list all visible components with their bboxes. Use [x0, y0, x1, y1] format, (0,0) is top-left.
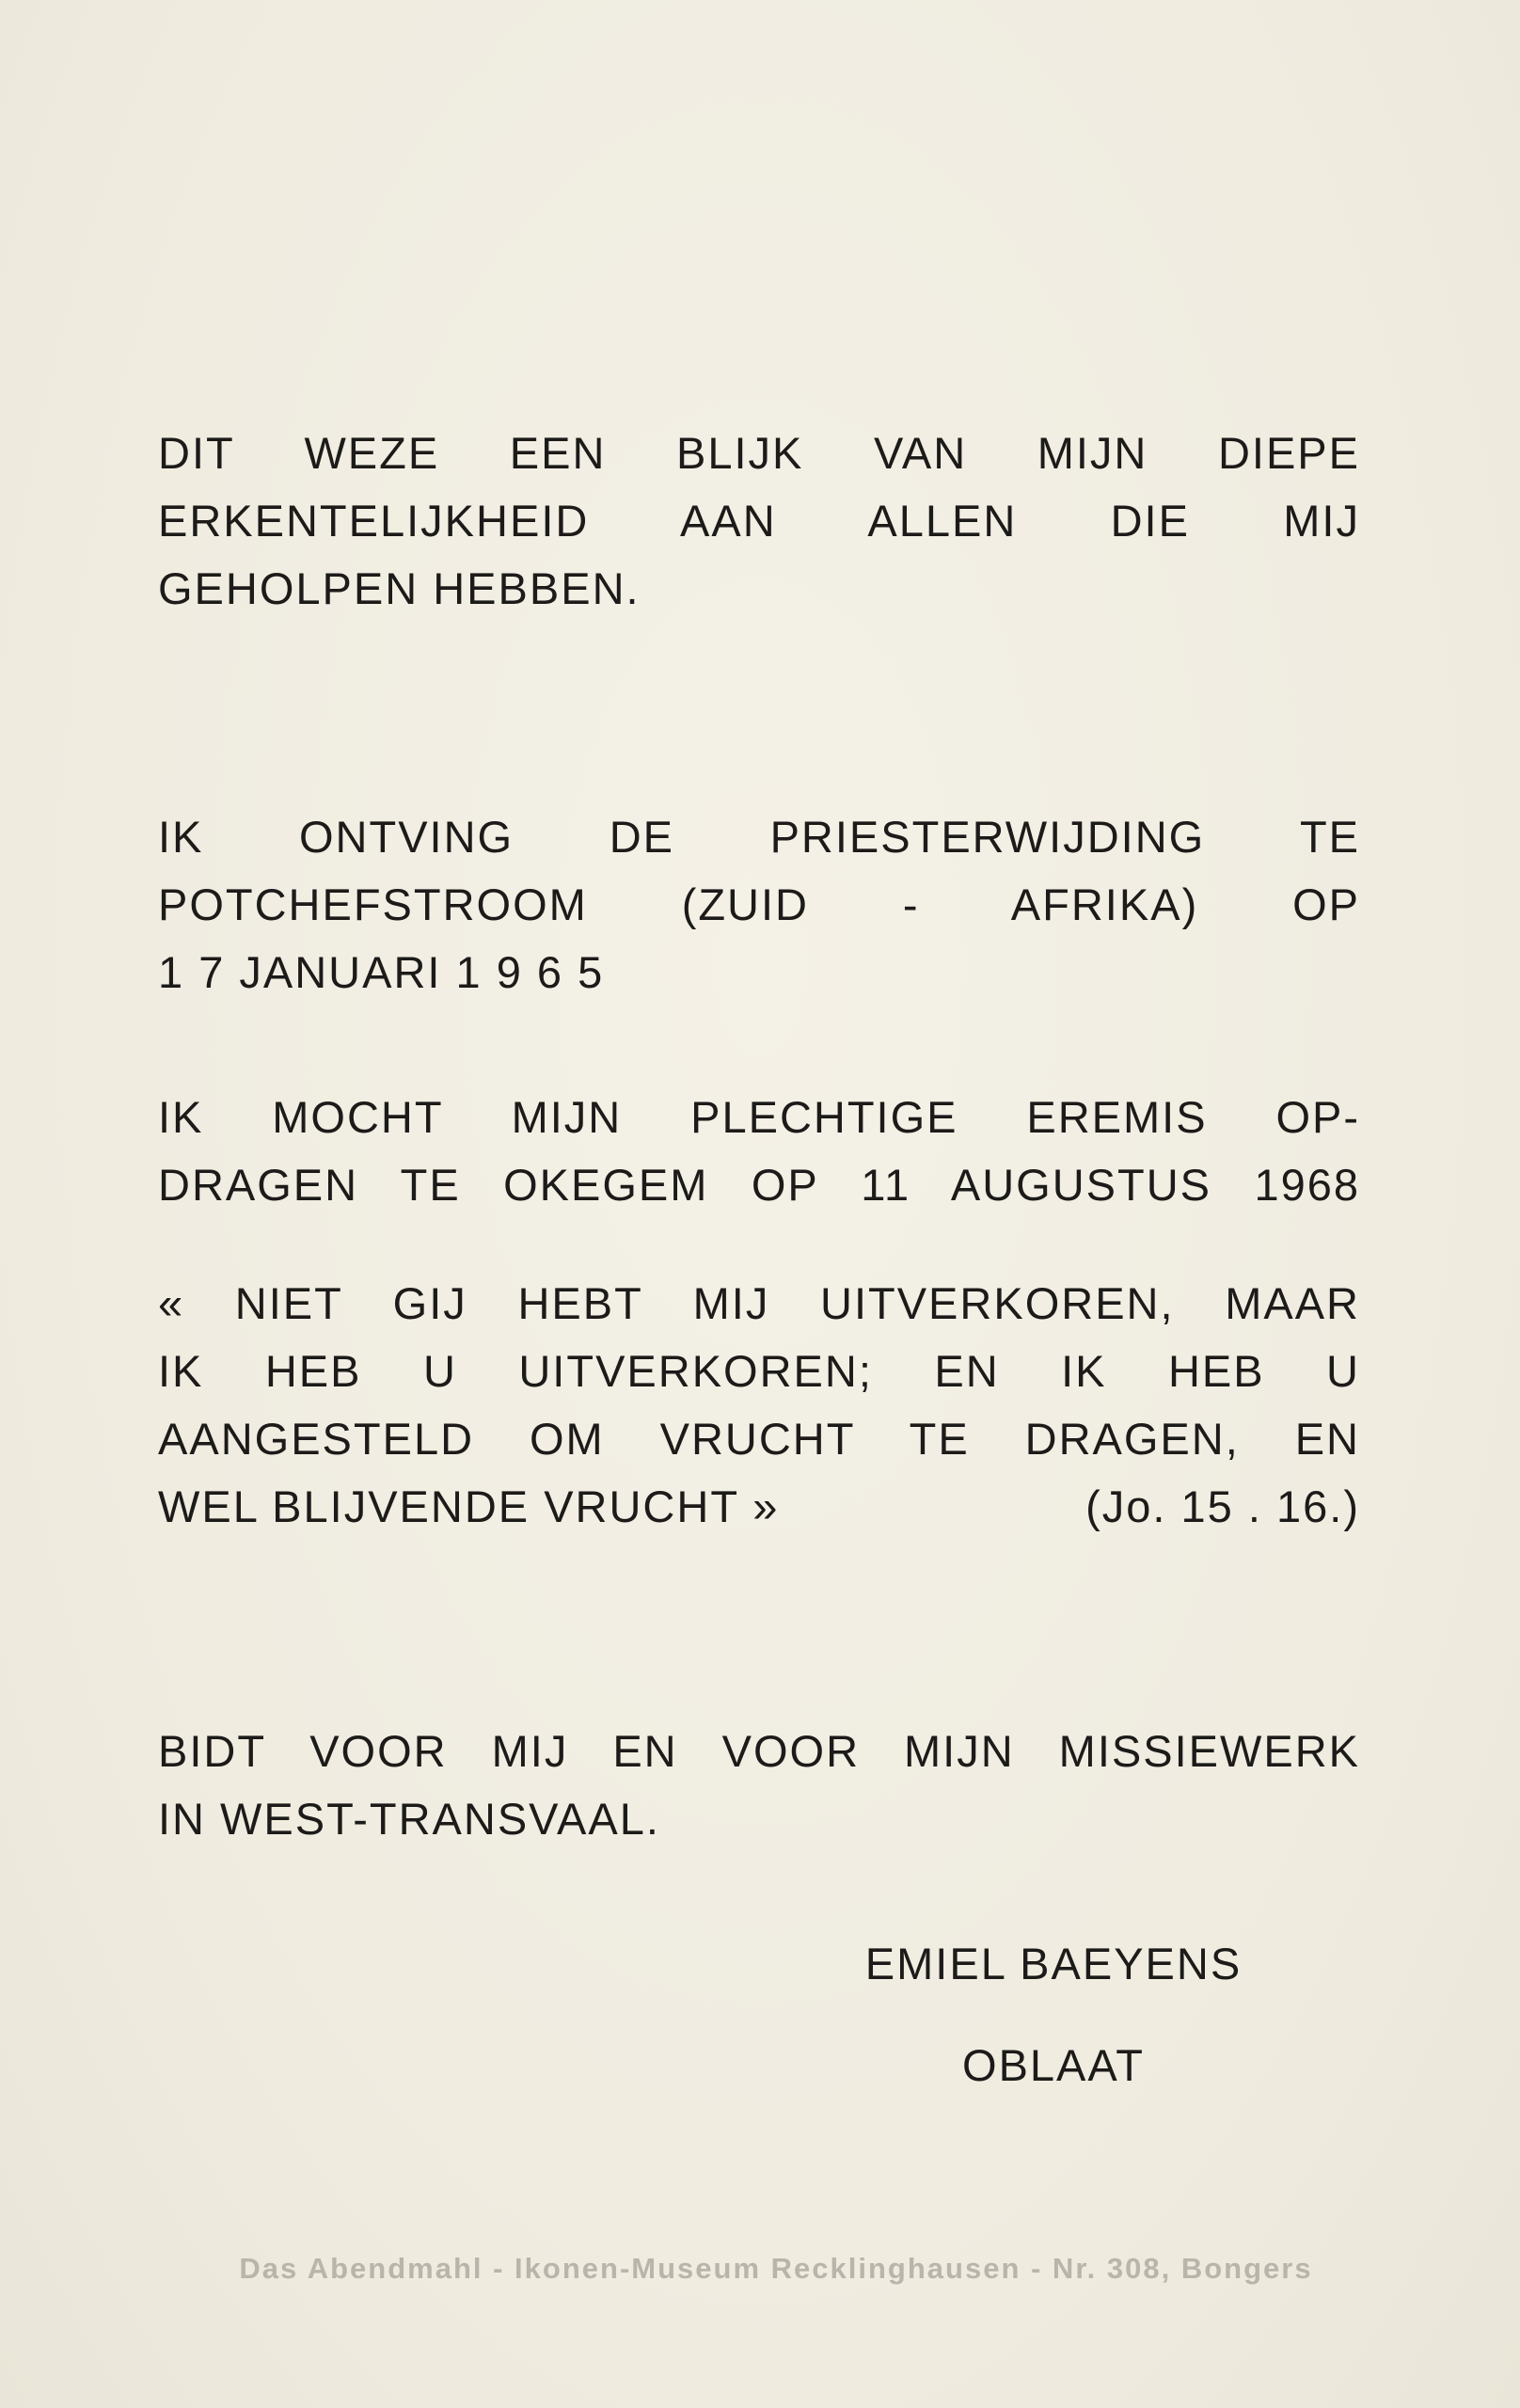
quote-line-4 — [158, 1473, 1360, 1541]
image-credit-footer: Das Abendmahl - Ikonen-Museum Recklinghausen - Nr. 308, Bongers — [239, 2252, 1313, 2285]
signature-name: EMIEL BAEYENS — [864, 1939, 1243, 1988]
first-mass-line-2: DRAGEN TE OKEGEM OP 11 AUGUSTUS 1968 — [158, 1160, 1360, 1210]
prayer-line-2: IN WEST-TRANSVAAL. — [158, 1794, 660, 1844]
prayer-paragraph — [158, 1718, 1360, 1853]
gratitude-paragraph — [158, 420, 1360, 623]
prayer-line-1: BIDT VOOR MIJ EN VOOR MIJN MISSIEWERK — [158, 1726, 1360, 1776]
ordination-line-2: POTCHEFSTROOM (ZUID - AFRIKA) OP — [158, 879, 1360, 929]
quote-line-3: AANGESTELD OM VRUCHT TE DRAGEN, EN — [158, 1414, 1360, 1464]
signature-title: OBLAAT — [962, 2040, 1145, 2090]
ordination-paragraph — [158, 803, 1360, 1006]
ordination-line-3: 1 7 JANUARI 1 9 6 5 — [158, 947, 605, 997]
quote-line-1: « NIET GIJ HEBT MIJ UITVERKOREN, MAAR — [158, 1278, 1360, 1328]
quote-paragraph — [158, 1270, 1360, 1541]
gratitude-line-2: ERKENTELIJKHEID AAN ALLEN DIE MIJ — [158, 496, 1360, 546]
quote-reference: (Jo. 15 . 16.) — [1085, 1481, 1360, 1531]
first-mass-paragraph — [158, 1084, 1360, 1219]
quote-line-2: IK HEB U UITVERKOREN; EN IK HEB U — [158, 1346, 1360, 1396]
gratitude-line-1: DIT WEZE EEN BLIJK VAN MIJN DIEPE — [158, 428, 1360, 478]
first-mass-line-1: IK MOCHT MIJN PLECHTIGE EREMIS OP- — [158, 1092, 1360, 1142]
ordination-line-1: IK ONTVING DE PRIESTERWIJDING TE — [158, 812, 1360, 862]
gratitude-line-3: GEHOLPEN HEBBEN. — [158, 563, 641, 613]
quote-last-text: WEL BLIJVENDE VRUCHT » — [158, 1481, 780, 1531]
